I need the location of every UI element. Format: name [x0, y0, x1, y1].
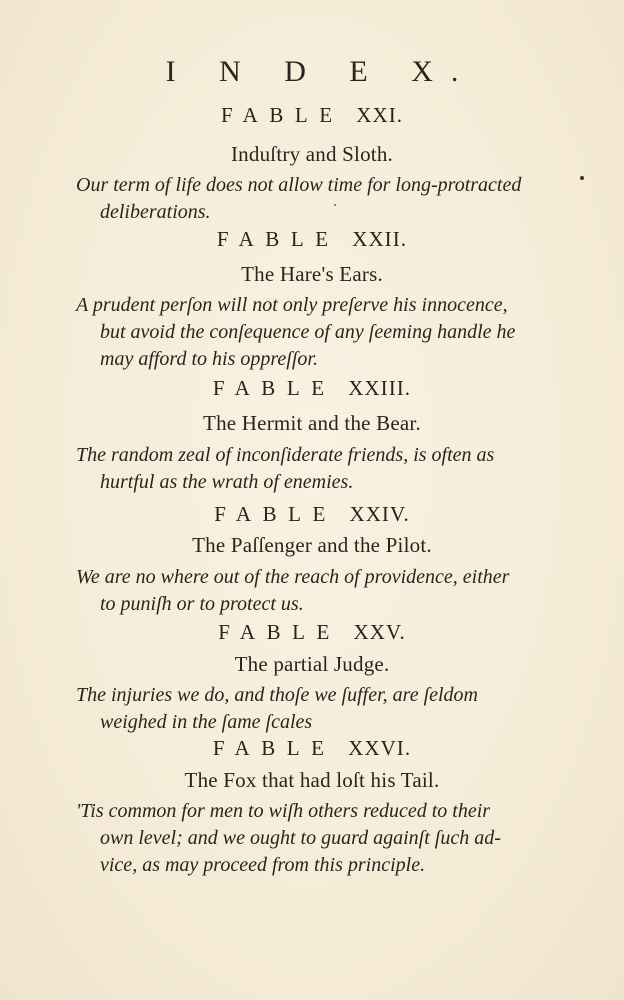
fable-heading [0, 103, 624, 128]
fable-heading-number: XXIII. [348, 376, 412, 400]
moral-line: The random zeal of inconſiderate friends, is often as [76, 444, 495, 466]
moral-line: may afford to his oppreſſor. [100, 348, 318, 370]
moral-line: We are no where out of the reach of providence, either [76, 566, 510, 588]
fable-heading [0, 736, 624, 761]
moral-line: to puniſh or to protect us. [100, 593, 304, 615]
fable-title: The Paſſenger and the Pilot. [192, 533, 432, 557]
moral-line: hurtful as the wrath of enemies. [100, 471, 354, 493]
fable-heading [0, 620, 624, 645]
fable-moral [76, 292, 566, 373]
fable-title: The Hermit and the Bear. [203, 411, 421, 435]
fable-heading-number: XXVI. [348, 736, 412, 760]
moral-line: but avoid the conſequence of any ſeeming handle he [100, 321, 516, 343]
moral-line: Our term of life does not allow time for long-protracted [76, 174, 522, 196]
moral-line: The injuries we do, and thoſe we ſuffer, are ſeldom [76, 684, 479, 706]
moral-line: deliberations. [100, 201, 211, 223]
fable-heading-number: XXIV. [349, 502, 410, 526]
fable-heading [0, 376, 624, 401]
fable-title: The Fox that had loſt his Tail. [184, 768, 440, 792]
fable-heading [0, 502, 624, 527]
fable-title: The Hare's Ears. [241, 262, 383, 286]
fable-moral [76, 172, 566, 226]
ink-speck [580, 176, 584, 180]
fable-title: The partial Judge. [234, 652, 390, 676]
moral-line: A prudent perſon will not only preſerve his innocence, [76, 294, 508, 316]
fable-moral [76, 564, 566, 618]
fable-heading-word: FABLE [216, 227, 340, 251]
moral-line: weighed in the ſame ſcales [100, 711, 313, 733]
fable-heading-number: XXV. [353, 620, 406, 644]
ink-speck [334, 204, 336, 206]
fable-heading-word: FABLE [212, 376, 336, 400]
fable-heading [0, 227, 624, 252]
moral-line: 'Tis common for men to wiſh others reduced to their [76, 800, 491, 822]
fable-heading-word: FABLE [214, 502, 337, 526]
fable-title: Induſtry and Sloth. [230, 142, 394, 166]
fable-moral [76, 798, 566, 879]
fable-heading-word: FABLE [218, 620, 341, 644]
fable-moral [76, 442, 566, 496]
fable-heading-word: FABLE [212, 736, 336, 760]
moral-line: own level; and we ought to guard againſt ſuch ad- [100, 827, 501, 849]
moral-line: vice, as may proceed from this principle. [100, 854, 426, 876]
fable-heading-number: XXII. [352, 227, 408, 251]
page-title: I N D E X. [165, 55, 477, 88]
fable-moral [76, 682, 566, 736]
fable-heading-number: XXI. [356, 103, 404, 127]
fable-heading-word: FABLE [220, 103, 344, 127]
